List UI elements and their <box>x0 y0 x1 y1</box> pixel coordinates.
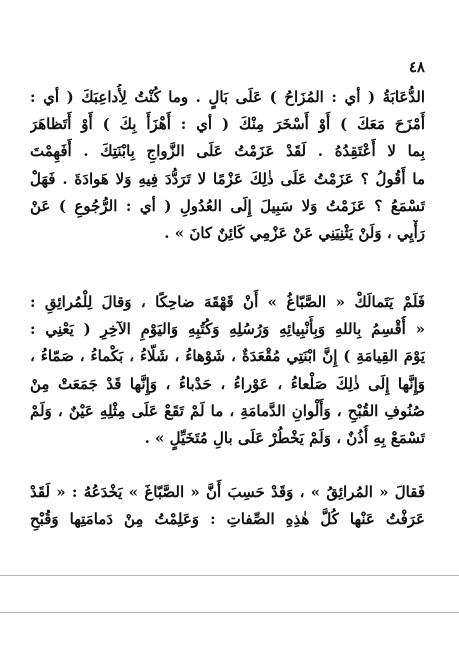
text-line: بِما لا أَعْتَقِدُهُ . لَقَدْ عَزَمْتُ عَلَى الزَّواجِ بِابْنَتِكَ . أَفَهِمْتَ <box>30 142 425 161</box>
text-line: ما أَقُولُ ؟ عَزَمْتُ عَلَى ذٰلِكَ عَزْمًا لا تَرَدُّدَ فِيهِ وَلا هَوادَةَ . فَهَلْ <box>30 169 425 188</box>
text-line: فَلَمْ يَتَمالَكْ « الصَّبّاغُ » أَنْ قَهْقَهَ ضاحِكًا ، وَقالَ لِلْمُرائِقِ : <box>30 293 425 311</box>
text-line: تَسْمَعُ ؟ عَزَمْتُ وَلا سَبِيلَ إِلَى العُدُولِ ( أي : الرُّجُوعِ ) عَنْ <box>30 196 425 215</box>
paragraph-1 <box>30 84 425 247</box>
text-line: يَوْمَ القِيامَةِ ) إِنَّ ابْنَتِي مُقْعَدَةٌ ، شَوْهاءُ ، شَلّاءُ ، بَكْماءُ ، صَمّاءُ ، <box>30 347 425 366</box>
page-number: ٤٨ <box>408 58 425 76</box>
page-divider <box>0 612 459 613</box>
text-line: تَسْمَعْ بِهِ أُذُنٌ ، وَلَمْ يَخْطُرْ عَلَى بالِ مُتَخَيِّلٍ » . <box>144 428 425 447</box>
paragraph-3 <box>30 479 425 533</box>
text-line: الدُّعَابَةُ ( أي : المُزَاحُ ) عَلَى بَالٍ . وما كُنْتُ لِأُداعِبَكَ ( أي : <box>30 88 425 106</box>
page-divider <box>0 575 459 576</box>
text-line: وَإِنَّها إِلَى ذٰلِكَ صَلْعاءُ ، عَوْراءُ ، حَدْباءُ ، وَإِنَّها قَدْ جَمَعَتْ مِنْ <box>30 374 425 393</box>
text-line: صُنُوفِ القُبْحِ ، وَأَلْوانِ الدَّمامَةِ ، ما لَمْ تَقَعْ عَلَى مِثْلِهِ عَيْنٌ ، وَلَمْ <box>30 401 425 420</box>
text-line: « أُقْسِمُ بِاللهِ وَبِأَنْبِيائِهِ وَرُسُلِهِ وَكُتُبِهِ وَاليَوْمِ الآخِرِ ( يَعْنِي : <box>30 320 425 339</box>
paragraph-2 <box>30 289 425 452</box>
text-line: أَمْزَحَ مَعَكَ ) أَوْ أَسْخَرَ مِنْكَ ( أي : أَهْزَأَ بِكَ ) أَوْ أَتَظاهَرَ <box>30 115 425 134</box>
text-line: عَرَفْتُ عَنْها كُلَّ هٰذِهِ الصِّفاتِ : وَعَلِمْتُ مِنْ دَمامَتِها وَقُبْحِ <box>30 510 425 529</box>
text-line: رَأْيِي ، وَلَنْ يَثْنِيَنِي عَنْ عَزْمِي كَائِنٌ كانَ » . <box>164 223 425 242</box>
text-line: فَقالَ « المُرائِقُ » ، وَقَدْ حَسِبَ أَنَّ « الصَّبّاغَ » يَخْدَعُهُ : « لَقَدْ <box>30 483 425 501</box>
